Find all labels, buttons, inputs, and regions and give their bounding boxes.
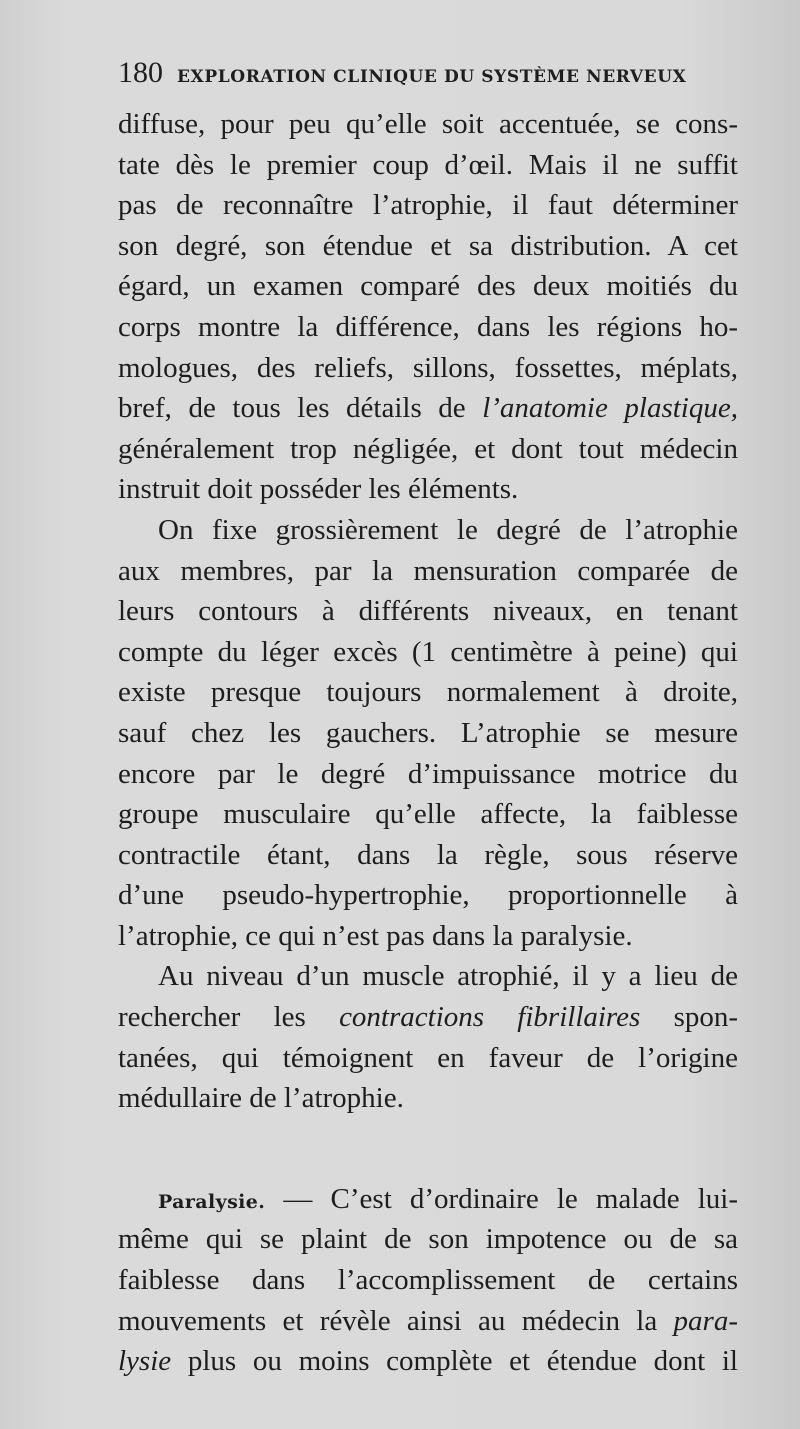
text-line	[118, 1179, 738, 1220]
text-line: aux membres, par la mensuration comparée de	[118, 554, 738, 587]
section-paralysie	[118, 1179, 738, 1382]
paragraph-contractions	[118, 956, 738, 1118]
text-line: généralement trop négligée, et dont tout médecin	[118, 432, 738, 465]
page-body	[118, 104, 738, 1382]
text-line	[118, 997, 738, 1038]
section-title: Paralysie.	[158, 1190, 266, 1213]
text-line: instruit doit posséder les éléments.	[118, 473, 519, 506]
text-line: compte du léger excès (1 centimètre à peine) qui	[118, 635, 738, 668]
text-line: Au niveau d’un muscle atrophié, il y a lieu de	[158, 960, 738, 993]
text-line: tanées, qui témoignent en faveur de l’origine	[118, 1041, 738, 1074]
text-line: pas de reconnaître l’atrophie, il faut déterminer	[118, 189, 738, 222]
text-run: plus ou moins complète et étendue dont il	[171, 1345, 738, 1378]
text-line: groupe musculaire qu’elle affecte, la faiblesse	[118, 798, 738, 831]
running-head: EXPLORATION CLINIQUE DU SYSTÈME NERVEUX	[177, 67, 687, 87]
text-line: faiblesse dans l’accomplissement de certains	[118, 1264, 738, 1297]
text-line: même qui se plaint de son impotence ou de sa	[118, 1223, 738, 1256]
text-line: encore par le degré d’impuissance motrice du	[118, 757, 738, 790]
page-header	[118, 56, 718, 90]
text-run: spon-	[640, 1001, 739, 1034]
text-line: médullaire de l’atrophie.	[118, 1082, 404, 1115]
italic-term-anatomie-plastique: l’anatomie plastique,	[482, 392, 738, 425]
paragraph-mensuration	[118, 510, 738, 957]
text-run: rechercher les	[118, 1001, 340, 1034]
italic-term-contractions-fibrillaires: contractions fibrillaires	[339, 1001, 641, 1034]
text-line: mologues, des reliefs, sillons, fossettes, méplats,	[118, 351, 738, 384]
italic-term-paralysie: para-	[673, 1304, 738, 1337]
section-gap	[118, 1119, 738, 1179]
text-line: diffuse, pour peu qu’elle soit accentuée, se cons-	[118, 108, 738, 140]
text-line: sauf chez les gauchers. L’atrophie se mesure	[118, 716, 738, 749]
text-line: tate dès le premier coup d’œil. Mais il ne suffit	[118, 148, 738, 181]
text-line: d’une pseudo-hypertrophie, proportionnelle à	[118, 879, 738, 912]
text-line: existe presque toujours normalement à droite,	[118, 676, 738, 709]
italic-term-paralysie-cont: lysie	[118, 1345, 172, 1378]
text-run: mouvements et révèle ainsi au médecin la	[118, 1304, 674, 1337]
text-line: contractile étant, dans la règle, sous réserve	[118, 838, 738, 871]
text-line: l’atrophie, ce qui n’est pas dans la paralysie.	[118, 919, 633, 952]
text-line: corps montre la différence, dans les régions ho-	[118, 310, 738, 343]
text-line: leurs contours à différents niveaux, en tenant	[118, 595, 738, 628]
text-run: bref, de tous les détails de	[118, 392, 483, 425]
paragraph-atrophie-distribution	[118, 104, 738, 510]
text-line: égard, un examen comparé des deux moitiés du	[118, 270, 738, 303]
text-line: On fixe grossièrement le degré de l’atrophie	[158, 513, 738, 546]
text-line	[118, 388, 738, 429]
text-line: son degré, son étendue et sa distribution. A cet	[118, 229, 738, 262]
text-line	[118, 1341, 738, 1382]
page-number: 180	[118, 56, 163, 89]
text-run: — C’est d’ordinaire le malade lui-	[265, 1182, 738, 1215]
text-line	[118, 1301, 738, 1342]
